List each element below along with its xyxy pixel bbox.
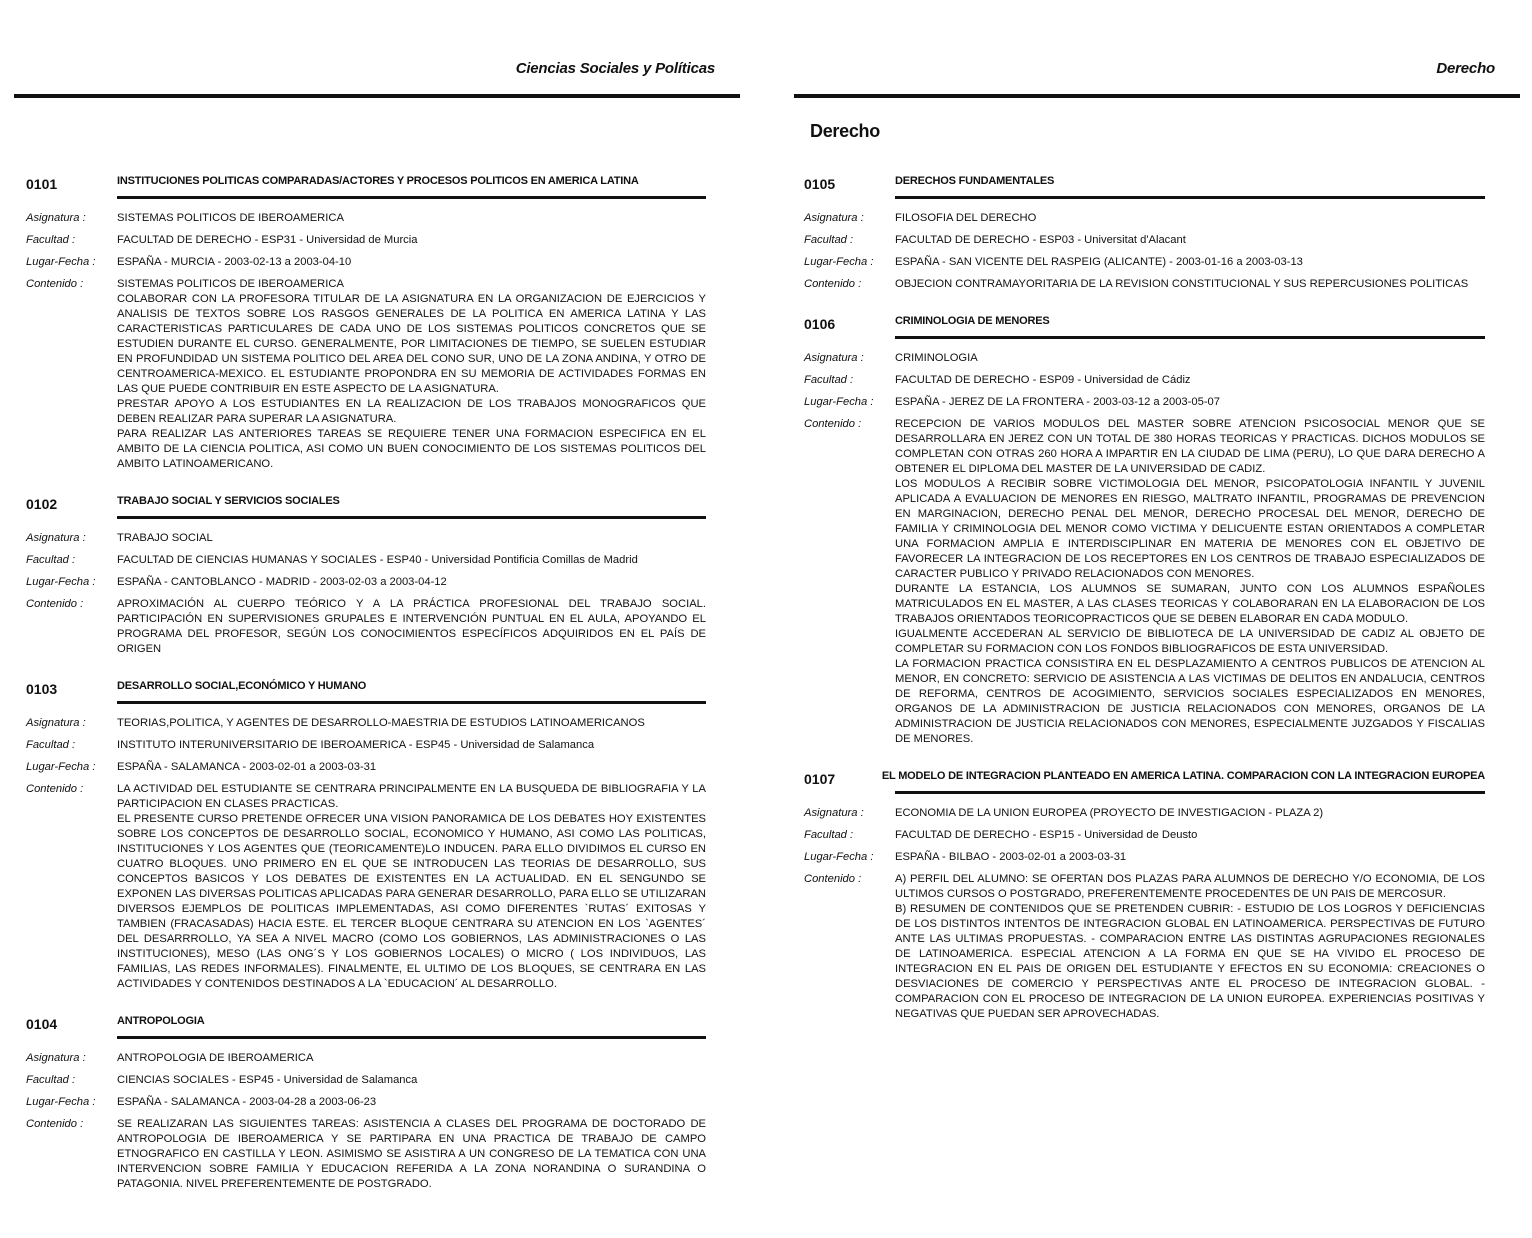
facultad-label: Facultad : (804, 374, 854, 386)
course-entry (26, 488, 706, 657)
course-entry (804, 168, 1485, 292)
contenido-row (26, 277, 706, 472)
entry-title: DERECHOS FUNDAMENTALES (895, 175, 1055, 187)
facultad-value: FACULTAD DE DERECHO - ESP15 - Universidad de Deusto (895, 829, 1198, 841)
entry-code: 0104 (26, 1016, 58, 1032)
entries-column (26, 168, 706, 1208)
facultad-row (26, 1073, 706, 1088)
asignatura-label: Asignatura : (26, 532, 86, 544)
lugar-fecha-value: ESPAÑA - MURCIA - 2003-02-13 a 2003-04-10 (117, 256, 352, 268)
lugar-fecha-value: ESPAÑA - SAN VICENTE DEL RASPEIG (ALICANTE) - 2003-01-16 a 2003-03-13 (895, 256, 1303, 268)
entry-code: 0102 (26, 496, 58, 512)
asignatura-row (804, 806, 1485, 821)
facultad-value: FACULTAD DE DERECHO - ESP09 - Universidad de Cádiz (895, 374, 1191, 386)
asignatura-row (26, 211, 706, 226)
lugar-fecha-label: Lugar-Fecha : (804, 851, 874, 863)
lugar-fecha-label: Lugar-Fecha : (26, 761, 96, 773)
facultad-value: FACULTAD DE CIENCIAS HUMANAS Y SOCIALES - ESP40 - Universidad Pontificia Comillas de Madrid (117, 554, 638, 566)
contenido-label: Contenido : (804, 873, 862, 885)
lugar-fecha-value: ESPAÑA - SALAMANCA - 2003-02-01 a 2003-03-31 (117, 761, 377, 773)
contenido-row (26, 597, 706, 657)
entry-header (804, 763, 1485, 785)
course-entry (26, 168, 706, 472)
asignatura-row (804, 211, 1485, 226)
contenido-label: Contenido : (804, 418, 862, 430)
contenido-row (26, 782, 706, 992)
asignatura-label: Asignatura : (804, 352, 864, 364)
contenido-label: Contenido : (26, 598, 84, 610)
entry-title: EL MODELO DE INTEGRACION PLANTEADO EN AMERICA LATINA. COMPARACION CON LA INTEGRACION EUROPEA (881, 770, 1485, 782)
lugar-fecha-row (26, 575, 706, 590)
contenido-text: SE REALIZARAN LAS SIGUIENTES TAREAS: ASISTENCIA A CLASES DEL PROGRAMA DE DOCTORADO DE ANTROPOLOGIA DE IBEROAMERICA Y SE PARTIPARA EN UNA PRACTICA DE TRABAJO DE CAMPO ETNOGRAFICO EN CASTILLA Y LEON. ASIMISMO SE ASISTIRA A UN CONGRESO DE LA TEMATICA CON UNA INTERVENCION SOBRE FAMILIA Y EDUCACION REFERIDA A LA ZONA NORANDINA O SURANDINA O PATAGONIA. NIVEL PREFERENTEMENTE DE POSTGRADO. (117, 1118, 706, 1190)
asignatura-value: SISTEMAS POLITICOS DE IBEROAMERICA (117, 212, 344, 224)
entry-code: 0106 (804, 316, 836, 332)
contenido-text: SISTEMAS POLITICOS DE IBEROAMERICA COLABORAR CON LA PROFESORA TITULAR DE LA ASIGNATURA EN LA ORGANIZACION DE EJERCICIOS Y ANALISIS DE TEXTOS SOBRE LOS RASGOS GENERALES DE LA POLITICA EN AMERICA LATINA Y LAS CARACTERISTICAS PARTICULARES DE CADA UNO DE LOS SISTEMAS POLITICOS CONCRETOS QUE SE ESTUDIEN DURANTE EL CURSO. GENERALMENTE, POR LIMITACIONES DE TIEMPO, SE SUELEN ESTUDIAR EN PROFUNDIDAD UN SISTEMA POLITICO DEL AREA DEL CONO SUR, UNO DE LA ZONA ANDINA, Y OTRO DE CENTROAMERICA-MEXICO. EL ESTUDIANTE PROPONDRA EN SU MEMORIA DE ACTIVIDADES FORMAS EN LAS QUE PUEDE CONTRIBUIR EN ESTE ASPECTO DE LA ASIGNATURA. PRESTAR APOYO A LOS ESTUDIANTES EN LA REALIZACION DE LOS TRABAJOS MONOGRAFICOS QUE DEBEN REALIZAR PARA SUPERAR LA ASIGNATURA. PARA REALIZAR LAS ANTERIORES TAREAS SE REQUIERE TENER UNA FORMACION ESPECIFICA EN EL AMBITO DE LA CIENCIA POLITICA, ASI COMO UN BUEN CONOCIMIENTO DE LOS SISTEMAS POLITICOS DEL AMBITO LATINOAMERICANO. (117, 278, 706, 470)
facultad-row (26, 553, 706, 568)
entry-title: CRIMINOLOGIA DE MENORES (895, 315, 1050, 327)
lugar-fecha-row (26, 760, 706, 775)
asignatura-row (26, 531, 706, 546)
entry-header (26, 673, 706, 695)
lugar-fecha-value: ESPAÑA - SALAMANCA - 2003-04-28 a 2003-06-23 (117, 1096, 377, 1108)
lugar-fecha-row (26, 1095, 706, 1110)
entry-rule (895, 336, 1485, 339)
right-page (766, 0, 1532, 1238)
contenido-label: Contenido : (26, 278, 84, 290)
contenido-row (804, 872, 1485, 1022)
contenido-row (26, 1117, 706, 1192)
facultad-label: Facultad : (26, 234, 76, 246)
contenido-text: LA ACTIVIDAD DEL ESTUDIANTE SE CENTRARA PRINCIPALMENTE EN LA BUSQUEDA DE BIBLIOGRAFIA Y LA PARTICIPACION EN CLASES PRACTICAS. EL PRESENTE CURSO PRETENDE OFRECER UNA VISION PANORAMICA DE LOS DEBATES HOY EXISTENTES SOBRE LOS CONCEPTOS DE DESARROLLO SOCIAL, ECONOMICO Y HUMANO, ASI COMO LAS POLITICAS, INSTITUCIONES Y LOS AGENTES QUE (TEORICAMENTE)LO INDUCEN. PARA ELLO DIVIDIMOS EL CURSO EN CUATRO BLOQUES. UNO PRIMERO EN EL QUE SE INTRODUCEN LAS TEORIAS DE DESARROLLO, SUS CONCEPTOS BASICOS Y LOS DEBATES DE EXISTENTES EN LA ACTUALIDAD. EN EL SENGUNDO SE EXPONEN LAS DIVERSAS POLITICAS APLICADAS PARA GENERAR DESARROLLO, PARA ELLO SE UTILIZARAN DIVERSOS EJEMPLOS DE POLITICAS IMPLEMENTADAS, ASI COMO DIFERENTES `RUTAS´ EXITOSAS Y TAMBIEN (FRACASADAS) HACIA ESTE. EL TERCER BLOQUE CENTRARA SU ATENCION EN LOS `AGENTES´ DEL DESARRROLLO, YA SEA A NIVEL MACRO (COMO LOS GOBIERNOS, LAS ADMINISTRACIONES O LAS INSTITUCIONES), MESO (LAS ONG´S Y LOS GOBIERNOS LOCALES) O MICRO ( LOS INDIVIDUOS, LAS FAMILIAS, LAS REDES INFORMALES). FINALMENTE, EL ULTIMO DE LOS BLOQUES, SE CENTRARA EN LAS ACTIVIDADES Y CONTENIDOS DESTINADOS A LA `EDUCACION´ AL DESARROLLO. (117, 783, 706, 990)
contenido-label: Contenido : (26, 783, 84, 795)
entry-rule (117, 1036, 706, 1039)
entry-header (804, 308, 1485, 330)
entry-rule (117, 516, 706, 519)
asignatura-value: ANTROPOLOGIA DE IBEROAMERICA (117, 1052, 314, 1064)
facultad-row (804, 828, 1485, 843)
entry-rule (117, 196, 706, 199)
entry-title: INSTITUCIONES POLITICAS COMPARADAS/ACTORES Y PROCESOS POLITICOS EN AMERICA LATINA (117, 175, 639, 187)
contenido-row (804, 277, 1485, 292)
entry-title: DESARROLLO SOCIAL,ECONÓMICO Y HUMANO (117, 680, 367, 692)
asignatura-row (26, 1051, 706, 1066)
facultad-label: Facultad : (804, 234, 854, 246)
section-title: Derecho (810, 121, 880, 141)
facultad-row (804, 233, 1485, 248)
lugar-fecha-label: Lugar-Fecha : (804, 396, 874, 408)
course-entry (26, 673, 706, 992)
asignatura-value: ECONOMIA DE LA UNION EUROPEA (PROYECTO DE INVESTIGACION - PLAZA 2) (895, 807, 1324, 819)
entry-header (26, 488, 706, 510)
asignatura-row (26, 716, 706, 731)
contenido-label: Contenido : (804, 278, 862, 290)
lugar-fecha-row (26, 255, 706, 270)
facultad-label: Facultad : (26, 739, 76, 751)
lugar-fecha-label: Lugar-Fecha : (26, 576, 96, 588)
lugar-fecha-value: ESPAÑA - CANTOBLANCO - MADRID - 2003-02-03 a 2003-04-12 (117, 576, 447, 588)
entry-rule (117, 701, 706, 704)
lugar-fecha-row (804, 850, 1485, 865)
asignatura-row (804, 351, 1485, 366)
contenido-text: APROXIMACIÓN AL CUERPO TEÓRICO Y A LA PRÁCTICA PROFESIONAL DEL TRABAJO SOCIAL. PARTICIPACIÓN EN SUPERVISIONES GRUPALES E INTERVENCIÓN PUNTUAL EN EL AULA, APOYANDO EL PROGRAMA DEL PROFESOR, SEGÚN LOS CONOCIMIENTOS ESPECÍFICOS ADQUIRIDOS EN EL PAÍS DE ORIGEN (117, 598, 706, 655)
asignatura-label: Asignatura : (26, 1052, 86, 1064)
contenido-row (804, 417, 1485, 747)
contenido-label: Contenido : (26, 1118, 84, 1130)
facultad-label: Facultad : (26, 554, 76, 566)
contenido-text: A) PERFIL DEL ALUMNO: SE OFERTAN DOS PLAZAS PARA ALUMNOS DE DERECHO Y/O ECONOMIA, DE LOS ULTIMOS CURSOS O POSTGRADO, PREFERENTEMENTE PROCEDENTES DE UN PAIS DE MERCOSUR. B) RESUMEN DE CONTENIDOS QUE SE PRETENDEN CUBRIR: - ESTUDIO DE LOS LOGROS Y DEFICIENCIAS DE LOS DISTINTOS INTENTOS DE INTEGRACION GLOBAL EN LATINOAMERICA. PERSPECTIVAS DE FUTURO ANTE LAS ULTIMAS PROPUESTAS. - COMPARACION ENTRE LAS DISTINTAS AGRUPACIONES REGIONALES DE LATINOAMERICA. ESPECIAL ATENCION A LA FORMA EN QUE SE HA VIVIDO EL PROCESO DE INTEGRACION EN EL PAIS DE ORIGEN DEL ESTUDIANTE Y EFECTOS EN SU ECONOMIA: CREACIONES O DESVIACIONES DE COMERCIO Y PERSPECTIVAS ANTE EL PROCESO DE INTEGRACION GLOBAL. - COMPARACION CON EL PROCESO DE INTEGRACION DE LA UNION EUROPEA. EXPERIENCIAS POSITIVAS Y NEGATIVAS QUE PUEDAN SER APROVECHADAS. (895, 873, 1485, 1020)
lugar-fecha-row (804, 395, 1485, 410)
facultad-value: CIENCIAS SOCIALES - ESP45 - Universidad de Salamanca (117, 1074, 418, 1086)
facultad-value: FACULTAD DE DERECHO - ESP31 - Universidad de Murcia (117, 234, 418, 246)
contenido-text: RECEPCION DE VARIOS MODULOS DEL MASTER SOBRE ATENCION PSICOSOCIAL MENOR QUE SE DESARROLLARA EN JEREZ CON UN TOTAL DE 380 HORAS TEORICAS Y PRACTICAS. DICHOS MODULOS SE COMPLETAN CON OTRAS 260 HORA A IMPARTIR EN LA CIUDAD DE LIMA (PERU), LO QUE DARA DERECHO A OBTENER EL DIPLOMA DEL MASTER DE LA UNIVERSIDAD DE CADIZ. LOS MODULOS A RECIBIR SOBRE VICTIMOLOGIA DEL MENOR, PSICOPATOLOGIA INFANTIL Y JUVENIL APLICADA A EVALUACION DE MENORES EN RIESGO, MALTRATO INFANTIL, PROGRAMAS DE PREVENCION EN MARGINACION, DERECHO PENAL DEL MENOR, DERECHO PROCESAL DEL MENOR, DERECHO DE FAMILIA Y CRIMINOLOGIA DEL MENOR COMO VICTIMA Y DELICUENTE ESTAN ORIENTADOS A COMPLETAR UNA FORMACION AMPLIA E INTERDISCIPLINAR EN MATERIA DE MENORES CON EL OBJETIVO DE FAVORECER LA INTEGRACION DE LOS RECEPTORES EN LOS CENTROS DE TRABAJO ESPECIALIZADOS DE CARACTER PUBLICO Y PRIVADO RELACIONADOS CON MENORES. DURANTE LA ESTANCIA, LOS ALUMNOS SE SUMARAN, JUNTO CON LOS ALUMNOS ESPAÑOLES MATRICULADOS EN EL MASTER, A LAS CLASES TEORICAS Y COLABORARAN EN LA ELABORACION DE LOS TRABAJOS ORIENTADOS TEORICOPRACTICOS QUE SE DEBEN ELABORAR EN CADA MODULO. IGUALMENTE ACCEDERAN AL SERVICIO DE BIBLIOTECA DE LA UNIVERSIDAD DE CADIZ AL OBJETO DE COMPLETAR SU FORMACION CON LOS FONDOS BIBLIOGRAFICOS DE ESTA UNIVERSIDAD. LA FORMACION PRACTICA CONSISTIRA EN EL DESPLAZAMIENTO A CENTROS PUBLICOS DE ATENCION AL MENOR, EN CONCRETO: SERVICIO DE ASISTENCIA A LAS VICTIMAS DE DELITOS EN ANDALUCIA, CENTROS DE REFORMA, CENTROS DE ACOGIMIENTO, SERVICIOS SOCIALES ESPECIALIZADOS EN MENORES, ORGANOS DE LA ADMINISTRACION DE JUSTICIA RELACIONADOS CON MENORES, ORGANOS DE LA ADMINISTRACION DE JUSTICIA RELACIONADOS CON MENORES, ESPECIALMENTE JUZGADOS Y FISCALIAS DE MENORES. (895, 418, 1485, 745)
facultad-row (26, 233, 706, 248)
asignatura-label: Asignatura : (804, 807, 864, 819)
entry-code: 0101 (26, 176, 58, 192)
lugar-fecha-row (804, 255, 1485, 270)
facultad-row (26, 738, 706, 753)
entry-header (804, 168, 1485, 190)
asignatura-value: CRIMINOLOGIA (895, 352, 978, 364)
entry-header (26, 1008, 706, 1030)
course-entry (26, 1008, 706, 1192)
asignatura-value: TRABAJO SOCIAL (117, 532, 213, 544)
entry-code: 0105 (804, 176, 836, 192)
entry-title: ANTROPOLOGIA (117, 1015, 205, 1027)
lugar-fecha-label: Lugar-Fecha : (804, 256, 874, 268)
lugar-fecha-value: ESPAÑA - BILBAO - 2003-02-01 a 2003-03-31 (895, 851, 1127, 863)
header-rule (794, 94, 1520, 98)
contenido-text: OBJECION CONTRAMAYORITARIA DE LA REVISION CONSTITUCIONAL Y SUS REPERCUSIONES POLITICAS (895, 278, 1469, 290)
entry-header (26, 168, 706, 190)
lugar-fecha-value: ESPAÑA - JEREZ DE LA FRONTERA - 2003-03-12 a 2003-05-07 (895, 396, 1220, 408)
entries-column (804, 168, 1485, 1038)
header-rule (14, 94, 740, 98)
lugar-fecha-label: Lugar-Fecha : (26, 256, 96, 268)
facultad-label: Facultad : (804, 829, 854, 841)
facultad-label: Facultad : (26, 1074, 76, 1086)
course-entry (804, 308, 1485, 747)
entry-title: TRABAJO SOCIAL Y SERVICIOS SOCIALES (117, 495, 340, 507)
asignatura-label: Asignatura : (804, 212, 864, 224)
entry-rule (895, 196, 1485, 199)
facultad-value: INSTITUTO INTERUNIVERSITARIO DE IBEROAMERICA - ESP45 - Universidad de Salamanca (117, 739, 595, 751)
facultad-row (804, 373, 1485, 388)
running-head: Derecho (1436, 60, 1495, 77)
entry-code: 0107 (804, 771, 836, 787)
asignatura-label: Asignatura : (26, 717, 86, 729)
entry-code: 0103 (26, 681, 58, 697)
entry-rule (895, 791, 1485, 794)
asignatura-value: FILOSOFIA DEL DERECHO (895, 212, 1037, 224)
facultad-value: FACULTAD DE DERECHO - ESP03 - Universitat d'Alacant (895, 234, 1186, 246)
course-entry (804, 763, 1485, 1022)
lugar-fecha-label: Lugar-Fecha : (26, 1096, 96, 1108)
asignatura-value: TEORIAS,POLITICA, Y AGENTES DE DESARROLLO-MAESTRIA DE ESTUDIOS LATINOAMERICANOS (117, 717, 645, 729)
running-head: Ciencias Sociales y Políticas (515, 60, 715, 77)
asignatura-label: Asignatura : (26, 212, 86, 224)
